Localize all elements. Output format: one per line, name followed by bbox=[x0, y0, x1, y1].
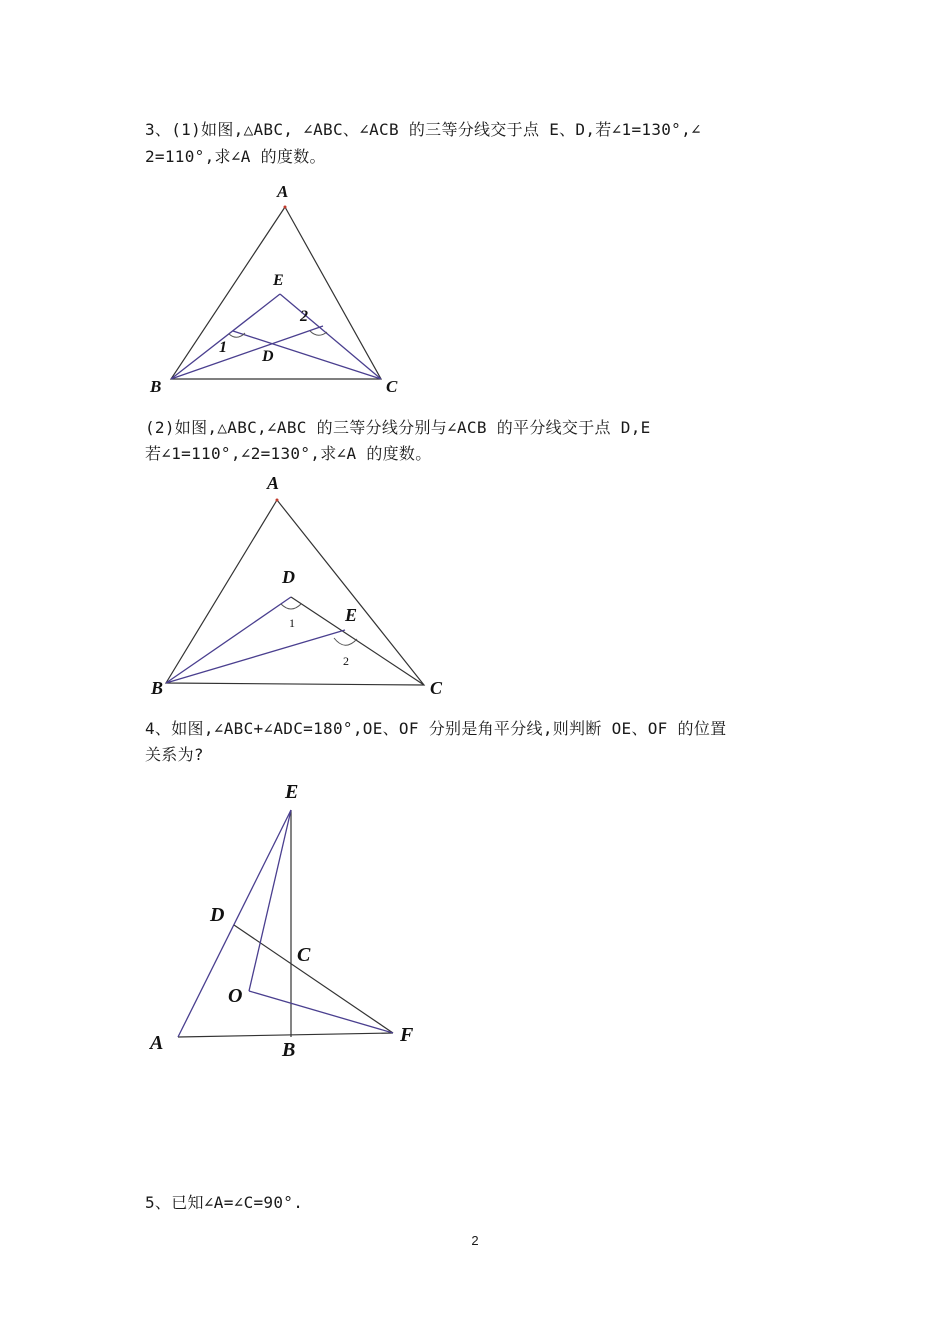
fig3-label-b: B bbox=[282, 1039, 296, 1061]
fig2-label-b: B bbox=[151, 678, 164, 698]
fig1-label-d: D bbox=[262, 348, 274, 365]
fig2-vertex-a bbox=[276, 499, 279, 502]
fig1-label-1: 1 bbox=[219, 339, 227, 356]
fig2-label-d: D bbox=[282, 567, 295, 587]
fig1-label-b: B bbox=[150, 377, 162, 396]
fig3-label-o: O bbox=[228, 985, 243, 1007]
fig1-vertex-a bbox=[284, 206, 287, 209]
page-number: 2 bbox=[471, 1233, 479, 1248]
fig2-line-bd bbox=[166, 597, 291, 683]
fig2-label-1: 1 bbox=[289, 616, 295, 630]
fig3-label-e: E bbox=[285, 781, 299, 803]
q4-line2: 关系为? bbox=[145, 745, 204, 764]
q5-line1: 5、已知∠A=∠C=90°. bbox=[145, 1193, 304, 1212]
q3-part2-line1: (2)如图,△ABC,∠ABC 的三等分线分别与∠ACB 的平分线交于点 D,E bbox=[145, 418, 651, 437]
fig2-line-dc bbox=[291, 597, 424, 685]
fig1-line-be bbox=[171, 294, 280, 379]
fig3-label-d: D bbox=[210, 904, 225, 926]
fig3-line-df bbox=[234, 925, 393, 1033]
fig1-label-2: 2 bbox=[300, 308, 308, 325]
q3-part2-line2: 若∠1=110°,∠2=130°,求∠A 的度数。 bbox=[145, 444, 432, 463]
q3-part1-line1: 3、(1)如图,△ABC, ∠ABC、∠ACB 的三等分线交于点 E、D,若∠1=130°,∠ bbox=[145, 120, 701, 139]
fig2-label-e: E bbox=[345, 605, 358, 625]
fig3-label-a: A bbox=[150, 1032, 164, 1054]
fig2-triangle-abc bbox=[166, 500, 424, 685]
fig1-label-e: E bbox=[273, 272, 284, 289]
fig3-label-f: F bbox=[400, 1024, 414, 1046]
fig3-line-of bbox=[249, 991, 393, 1033]
fig3-line-af bbox=[178, 1033, 393, 1037]
fig3-line-eo bbox=[249, 810, 291, 991]
figure-3-quadrilateral bbox=[148, 781, 414, 1061]
fig1-label-c: C bbox=[386, 377, 398, 396]
q4-line1: 4、如图,∠ABC+∠ADC=180°,OE、OF 分别是角平分线,则判断 OE、OF 的位置 bbox=[145, 719, 727, 738]
fig2-label-a: A bbox=[267, 473, 280, 493]
fig2-label-2: 2 bbox=[343, 654, 349, 668]
figure-1-triangle bbox=[149, 182, 398, 396]
fig2-angle-1-arc bbox=[281, 604, 301, 609]
fig1-label-a: A bbox=[277, 182, 289, 201]
fig1-line-ec bbox=[280, 294, 381, 379]
q3-part1-line2: 2=110°,求∠A 的度数。 bbox=[145, 147, 326, 166]
fig2-label-c: C bbox=[430, 678, 443, 698]
figure-2-triangle bbox=[150, 473, 443, 698]
fig3-label-c: C bbox=[297, 944, 311, 966]
